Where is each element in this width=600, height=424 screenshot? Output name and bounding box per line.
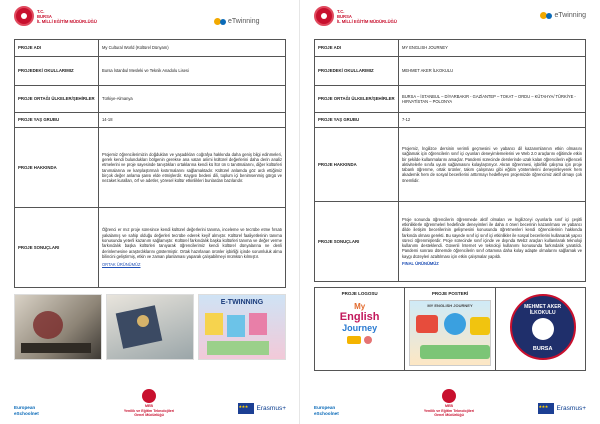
badge-text: MEHMET AKER İLKOKULU bbox=[524, 304, 562, 316]
row-value bbox=[399, 202, 586, 282]
es-line2: eSchoolnet bbox=[314, 410, 339, 416]
row-value: My Cultural World (Kültürel Dünyam) bbox=[99, 40, 286, 57]
table-row bbox=[315, 202, 586, 282]
ministry-line1: T.C. bbox=[37, 8, 45, 14]
meb-seal-icon bbox=[142, 389, 156, 403]
european-schoolnet-logo bbox=[14, 405, 39, 416]
ministry-seal-icon bbox=[314, 6, 334, 26]
etwinning-label: eTwinning bbox=[228, 18, 260, 25]
ministry-line3: İL MİLLİ EĞİTİM MÜDÜRLÜĞÜ bbox=[37, 18, 97, 24]
logo-poster-row bbox=[314, 287, 586, 371]
row-key: PROJEDEKİ OKULLARIMIZ bbox=[15, 57, 99, 86]
row-key: PROJEDEKİ OKULLARIMIZ bbox=[315, 57, 399, 86]
table-row bbox=[15, 128, 286, 208]
table-row bbox=[15, 57, 286, 86]
results-text: Proje sonunda öğrencilerin öğrenmede aktif olmaları ve İngilizceyi oyunlarla sınıf içi çeşitli etkinliklerle öğrenmeleri hedefinde deneyimleri ile daha 4 öneri becerinin kazanılması ve yabancı dilde iletişim becerilerinin gelişmesini konusunda öğretmenleri kendi öğrencilerinin hakkında farkında olması gerekti. Bu sayede sınıf içi sınıf içi etkinlikler ile sosyal becerilerini kullanarak yapıcı süreci öğrenmişlerdir. Proje sürecinde sınıf içinde ve dışında Web2 araçları kullanılarak teknoloji kullanımı desteklendi. Güvenli İnternet ve teknoloji kullanımı konusunda farkındalık yaratıldı. Pandemi sonrası dönemde öğrencilerin sınıf ortamına daha kolay adapte olmalarını sağlamak ve kaygı düzeyleri azaltılması için etkin çalışmalar yapıldı. bbox=[402, 216, 582, 259]
meb-line3: Genel Müdürlüğü bbox=[434, 413, 464, 418]
project-logo-cell bbox=[315, 288, 405, 370]
logo-text-3: Journey bbox=[342, 323, 378, 333]
left-photo-strip bbox=[14, 294, 286, 360]
row-key: PROJE ORTAĞI ÜLKELER/ŞEHİRLER bbox=[315, 86, 399, 113]
row-value bbox=[399, 128, 586, 202]
left-project-table bbox=[14, 39, 286, 288]
ministry-logo bbox=[14, 6, 97, 26]
row-key: PROJE HAKKINDA bbox=[315, 128, 399, 202]
eu-flag-icon bbox=[238, 403, 254, 414]
row-key: PROJE YAŞ GRUBU bbox=[315, 113, 399, 128]
table-row bbox=[315, 40, 586, 57]
etwinning-dot-icon bbox=[220, 19, 226, 25]
table-row bbox=[315, 128, 586, 202]
school-badge-cell bbox=[496, 288, 585, 370]
school-badge bbox=[510, 294, 576, 360]
row-value: Türkiye-Almanya bbox=[99, 86, 286, 113]
meb-logo bbox=[109, 389, 189, 418]
project-poster-cell bbox=[405, 288, 495, 370]
right-header bbox=[314, 6, 586, 32]
logo-text-1: My bbox=[354, 302, 366, 311]
meb-line2: Yenilik ve Eğitim Teknolojileri bbox=[423, 408, 475, 413]
ortak-urun-link[interactable]: ORTAK ÜRÜNÜMÜZ bbox=[102, 262, 141, 268]
erasmus-logo bbox=[238, 403, 286, 414]
row-value: BURSA – İSTANBUL – DİYARBAKIR - GAZİANTEP – TOKAT – ORDU – KÜTAHYA/ TÜRKİYE - HIRVATİSTAN – POLONYA bbox=[399, 86, 586, 113]
poster-title: PROJE POSTERİ bbox=[431, 291, 469, 296]
row-value bbox=[99, 208, 286, 288]
row-value bbox=[99, 128, 286, 208]
erasmus-label: Erasmus+ bbox=[556, 405, 586, 412]
es-line1: European bbox=[314, 405, 336, 411]
bus-icon bbox=[347, 336, 361, 344]
badge-city: BURSA bbox=[532, 346, 553, 352]
banner-text: E-TWINNING bbox=[220, 299, 264, 306]
table-row bbox=[15, 40, 286, 57]
table-row bbox=[15, 113, 286, 128]
table-row bbox=[315, 113, 586, 128]
meb-line1: MEB bbox=[145, 404, 153, 409]
meb-logo bbox=[409, 389, 489, 418]
etwinning-label: eTwinning bbox=[554, 12, 586, 19]
row-key: PROJE SONUÇLARI bbox=[15, 208, 99, 288]
row-value: 7-12 bbox=[399, 113, 586, 128]
etwinning-logo bbox=[214, 18, 260, 25]
ministry-seal-icon bbox=[14, 6, 34, 26]
project-logo-image bbox=[329, 302, 390, 364]
ministry-line1: T.C. bbox=[337, 8, 345, 14]
logo-title: PROJE LOGOSU bbox=[341, 291, 378, 296]
photo-map-craft bbox=[106, 294, 194, 360]
project-poster-image bbox=[409, 300, 490, 366]
meb-line1: MEB bbox=[445, 404, 453, 409]
ministry-line3: İL MİLLİ EĞİTİM MÜDÜRLÜĞÜ bbox=[337, 18, 397, 24]
erasmus-label: Erasmus+ bbox=[256, 405, 286, 412]
row-value: MEHMET AKER İLKOKULU bbox=[399, 57, 586, 86]
photo-etwinning-board bbox=[198, 294, 286, 360]
poster-header-text: MY ENGLISH JOURNEY bbox=[427, 303, 473, 308]
eu-flag-icon bbox=[538, 403, 554, 414]
right-project-table bbox=[314, 39, 586, 282]
etwinning-dot-icon bbox=[546, 13, 552, 19]
es-line2: eSchoolnet bbox=[14, 410, 39, 416]
row-key: PROJE YAŞ GRUBU bbox=[15, 113, 99, 128]
row-value: 14-18 bbox=[99, 113, 286, 128]
european-schoolnet-logo bbox=[314, 405, 339, 416]
table-row bbox=[15, 86, 286, 113]
photo-student-craft bbox=[14, 294, 102, 360]
row-key: PROJE SONUÇLARI bbox=[315, 202, 399, 282]
ministry-logo bbox=[314, 6, 397, 26]
meb-line3: Genel Müdürlüğü bbox=[134, 413, 164, 418]
row-key: PROJE ORTAĞI ÜLKELER/ŞEHİRLER bbox=[15, 86, 99, 113]
row-key: PROJE ADI bbox=[315, 40, 399, 57]
row-value: Bursa İstanbul Mesleki ve Teknik Anadolu Lisesi bbox=[99, 57, 286, 86]
badge-center-icon bbox=[532, 318, 554, 340]
ministry-line2: BURSA bbox=[337, 13, 352, 19]
ministry-line2: BURSA bbox=[37, 13, 52, 19]
results-text: Öğrenci er mız proje süresince kendi kültürel değerlerini tanıma, inceleme ve tecrübe etme fırsatı yakalamış ve sahip olduğu değerleri tecrübe ederek keyif almıştır. Kültürel faaliyetlerinin tanıma konusunda yeterli kazanım sağlamıştır. Kültürel farkındalık başka kültürleri tanıma ve değer verme farkındalık başka kültürleri tanıyarak öğrencilerimiz kendi kültürel dünyalarına ne denli derinlemesine araştırdıklarını göstermiştir. Ortak hazırlanan ürünler işbirliği içinde sorumluluk alma bilincini geliştirmiş, etkin ve zaman planlaması yaparak çalışabilmeyi mümkün kılmıştır. bbox=[102, 227, 282, 259]
row-key: PROJE HAKKINDA bbox=[15, 128, 99, 208]
table-row bbox=[315, 57, 586, 86]
etwinning-logo bbox=[540, 12, 586, 19]
es-line1: European bbox=[14, 405, 36, 411]
left-footer bbox=[14, 384, 286, 418]
table-row bbox=[315, 86, 586, 113]
meb-line2: Yenilik ve Eğitim Teknolojileri bbox=[123, 408, 175, 413]
row-key: PROJE ADI bbox=[15, 40, 99, 57]
table-row bbox=[15, 208, 286, 288]
about-text: Projemiz, İngilizce dersinin verimli geçmesini ve yabancı dil kazanımlarının etkin olmasını sağlamak için öğrencilerin sınıf içi oyunları deneyimlemelerini ve Web 2.0 araçlarını eğitimde etkin bir şekilde kullanmalarını amaçlar. Pandemi sürecinde derslerinde uzak kalan öğrencilerin eğlenceli aktivitelerle sınıfa uyum sağlamasını kolaylaştırıyor. Akran öğrenmesi, işbirlikli çalışma için proje tabanlı öğrenme, ortak ürünler, takım çalışması gibi eğitim yöntemlerini deneyimleyerek hem akademik hem de sosyal becerilerini arttırmayı hedefleyen projemizde öğrencimiz aktif olmayı çok önemlidir. bbox=[402, 145, 582, 183]
right-footer bbox=[314, 384, 586, 418]
child-icon bbox=[364, 336, 372, 344]
meb-seal-icon bbox=[442, 389, 456, 403]
final-urun-link[interactable]: FINAL ÜRÜNÜMÜZ bbox=[402, 261, 439, 267]
left-header bbox=[14, 6, 285, 32]
row-value: MY ENGLISH JOURNEY bbox=[399, 40, 586, 57]
erasmus-logo bbox=[538, 403, 586, 414]
about-text: Projemiz öğrencilerimizin doğdukları ve yaşadıkları coğrafya hakkında daha geniş bilgi edinmeleri, gerek kendi bulundukları bölgenin gerekse ana vatan ariimi kültürel değerlerini daha derin analiz etmelerini ve proje sayesinde tanıştıkları ortaklarına kendi kü ltür ün ü tanıtmalarını, diğer kültürleri tanımalarına ve karşılaştırmalı kıstırmalarını sağlamaktadır. Kültürel anlamda göz ardı ettiğimiz birçok değer anlama şansı elde etmişlerdir. Kaygısı bedeni dili, toplum içi benimsenmiş görgü ve nezaket kuralları, örf ve adetler, yöresel kültür etkinlikleri bunlardan bazılarıdır. bbox=[102, 151, 282, 184]
logo-text-2: English bbox=[339, 311, 380, 323]
